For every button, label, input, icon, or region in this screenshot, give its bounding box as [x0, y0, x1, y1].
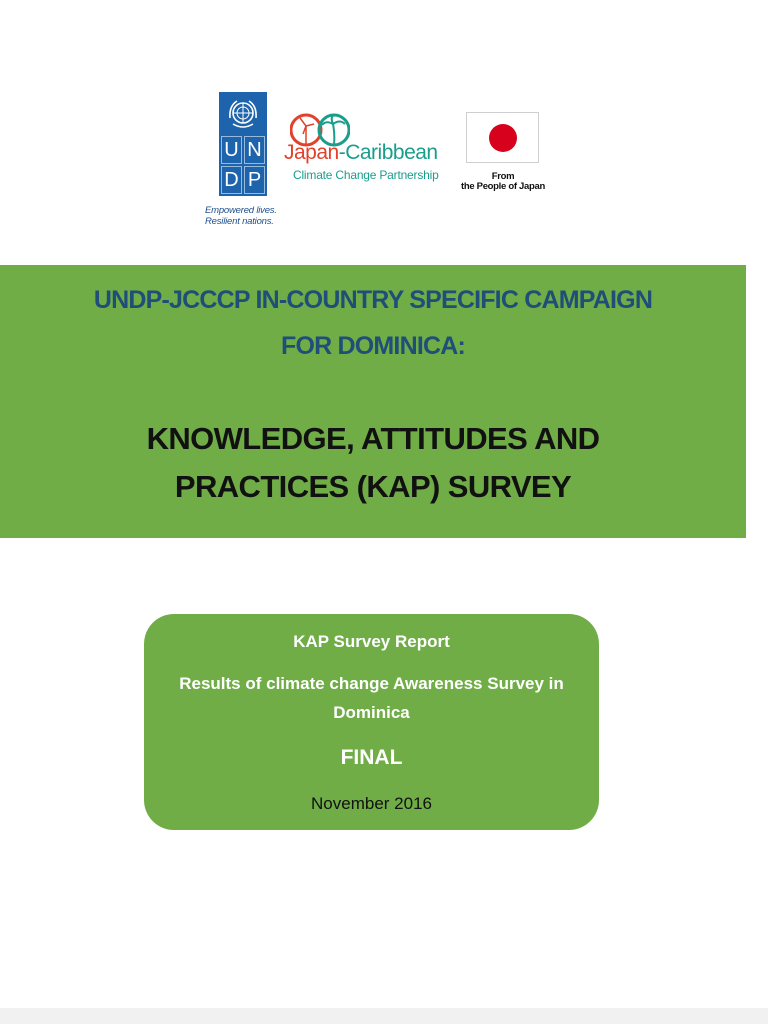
undp-letters	[221, 136, 265, 194]
undp-tagline	[205, 205, 295, 227]
survey-title-line2: PRACTICES (KAP) SURVEY	[174, 469, 572, 504]
undp-logo	[219, 92, 267, 196]
undp-letter: D	[221, 166, 242, 194]
jccp-subtitle: Climate Change Partnership	[293, 168, 439, 182]
undp-tagline-line1: Empowered lives.	[205, 205, 277, 216]
report-results-line1: Results of climate change Awareness Survey in	[179, 674, 564, 693]
jccp-name	[284, 141, 438, 165]
from-people-of-japan	[455, 172, 551, 192]
report-status: FINAL	[340, 746, 403, 769]
un-emblem-icon	[225, 96, 261, 132]
people-of-japan-line: the People of Japan	[460, 181, 546, 192]
jccp-name-japan: Japan	[284, 141, 339, 164]
japan-flag-sun	[489, 124, 517, 152]
logo-row	[0, 0, 768, 240]
undp-letter: U	[221, 136, 242, 164]
from-line: From	[491, 171, 515, 182]
campaign-title-line2: FOR DOMINICA:	[280, 332, 466, 360]
page-bottom-edge	[0, 1008, 768, 1024]
survey-title-line1: KNOWLEDGE, ATTITUDES AND	[146, 421, 600, 456]
campaign-title-line1: UNDP-JCCCP IN-COUNTRY SPECIFIC CAMPAIGN	[93, 286, 653, 314]
undp-letter: N	[244, 136, 265, 164]
undp-letter: P	[244, 166, 265, 194]
report-results-line2: Dominica	[333, 703, 410, 722]
report-date: November 2016	[311, 794, 432, 813]
jccp-name-caribbean: -Caribbean	[338, 141, 438, 164]
japan-flag-icon	[466, 112, 539, 163]
report-heading: KAP Survey Report	[293, 632, 450, 651]
undp-tagline-line2: Resilient nations.	[205, 216, 274, 227]
